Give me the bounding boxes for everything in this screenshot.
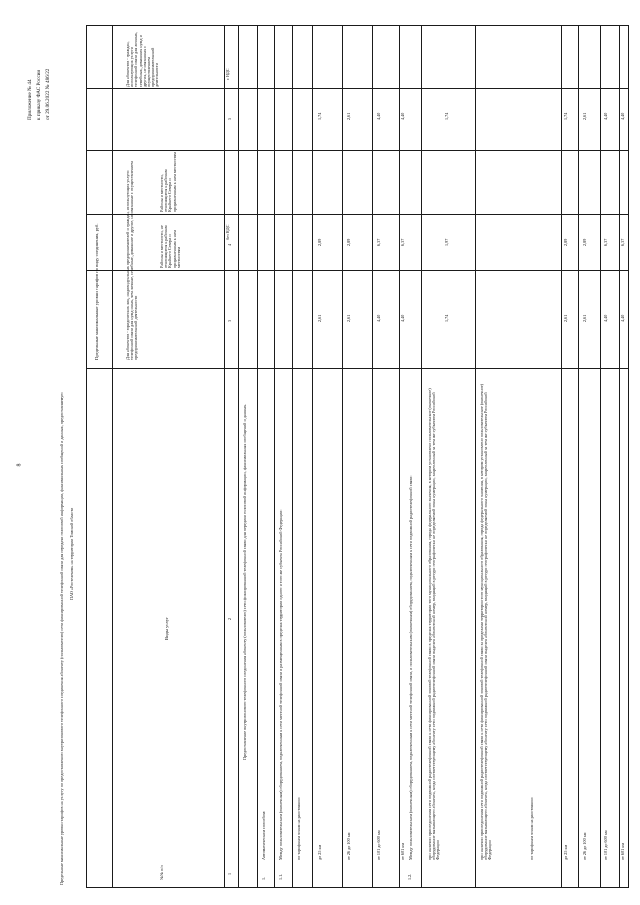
row-separator xyxy=(475,25,476,887)
row-auto: Автоматическим способом: xyxy=(261,810,266,860)
document-subtitle: ПАО «Ростелеком» на территории Томской области xyxy=(69,507,74,600)
row-separator xyxy=(619,25,620,887)
row-num-1-2: 1.2. xyxy=(407,873,412,880)
appendix-line2: к приказу ФАС России xyxy=(36,69,42,120)
r12-d1-a1: 2,61 xyxy=(563,314,568,322)
row-1-2-b-label: при наличии присоединения сети подвижной радиотелефонной связи к сети фиксированной зоновой телефонной связи за пределами территории того муниципального образования, города федерального значения, в котором установлено пользовательское (оконечное) оборудование вызывающего абонента, когда соответствующему абоненту сети подвижной радиотелефонной связи выделен абонентский номер, входящий в ресурс географически не определяемой зоны нумерации, закрепленный за тем же субъектом Российской Федерации xyxy=(479,384,493,860)
appendix-line3: от 29.06.2022 № 486/22 xyxy=(45,68,51,120)
col-separator xyxy=(86,150,629,151)
header-levels: Предельные максимальные уровни тарифов по виду соединения, руб. xyxy=(94,223,99,360)
r11-d1-b: 1,74 xyxy=(317,112,322,120)
table-border-top xyxy=(86,25,629,26)
row-separator xyxy=(600,25,601,887)
r12-d4-label: от 601 км xyxy=(620,843,625,860)
r12-d2-a1: 2,61 xyxy=(582,314,587,322)
colnum-3: 3 xyxy=(227,319,232,322)
r12-d3-label: от 101 до 600 км xyxy=(603,830,608,860)
row-separator xyxy=(238,25,239,887)
appendix-line1: Приложение № 44 xyxy=(27,79,33,120)
table-border-left xyxy=(86,25,87,887)
header-group-a: Для абонентов - юридических лиц, индивидуальных предпринимателей и граждан, использующих услуги телефонной связи для нужд иных, чем личные, семейные, домашние и другие, не связанные с осуществлением предпринимательской деятельности xyxy=(125,161,139,360)
page-number: 8 xyxy=(16,463,23,467)
r11-d4-label: от 601 км xyxy=(400,843,405,860)
r12-d2-a2: 2,89 xyxy=(582,238,587,246)
r11-d2-a2: 2,89 xyxy=(346,238,351,246)
col-separator xyxy=(86,214,629,215)
header-vat-incl: с НДС xyxy=(225,68,230,80)
col-separator xyxy=(86,368,629,369)
colnum-4: 4 xyxy=(227,243,232,246)
r12-d2-label: от 26 до 100 км xyxy=(582,832,587,860)
r12-d1-a2: 2,89 xyxy=(563,238,568,246)
row-separator xyxy=(257,25,258,887)
col-separator xyxy=(86,270,629,271)
header-col-a1: Районы и местности, не относящиеся к районам Крайнего Севера и приравненным к ним местностям xyxy=(159,225,181,268)
row-separator xyxy=(421,25,422,887)
r12-a-a1: 1,74 xyxy=(444,314,449,322)
r12-d4-a2: 6,37 xyxy=(620,238,625,246)
row-1-1-label: Между пользовательским (оконечным) оборудованием, подключенным к сети местной телефонной связи и размещенным в пределах территории одного и того же субъекта Российской Федерации: xyxy=(278,509,283,860)
row-separator xyxy=(112,25,113,887)
r12-d4-a1: 4,40 xyxy=(620,314,625,322)
r11-d4-a2: 6,37 xyxy=(400,238,405,246)
section-title: Предоставление внутризонового телефонного соединения абоненту (пользователю) сети фиксированной телефонной связи для передачи голосовой информации, факсимильных сообщений и данных. xyxy=(242,403,247,760)
r12-d2-b: 2,61 xyxy=(582,112,587,120)
r12-d3-a2: 6,37 xyxy=(603,238,608,246)
header-num: №№ п/п xyxy=(159,865,164,880)
col-separator xyxy=(86,88,629,89)
row-separator xyxy=(561,25,562,887)
header-service: Виды услуг xyxy=(164,617,169,640)
r11-d1-label: до 25 км xyxy=(317,844,322,860)
row-separator xyxy=(224,25,225,887)
r11-d3-a2: 6,37 xyxy=(376,238,381,246)
colnum-2: 2 xyxy=(227,617,232,620)
table-border-right xyxy=(628,25,629,887)
r11-d1-a1: 2,61 xyxy=(317,314,322,322)
r12-d3-b: 4,40 xyxy=(603,112,608,120)
r11-d1-a2: 2,89 xyxy=(317,238,322,246)
row-separator xyxy=(578,25,579,887)
r11-d3-b: 4,40 xyxy=(376,112,381,120)
r12-a-b: 1,74 xyxy=(444,112,449,120)
r12-d3-a1: 4,40 xyxy=(603,314,608,322)
header-col-a2: Районы и местности, относящиеся к районам Крайнего Севера и приравненным к ним местностям xyxy=(159,152,177,212)
row-separator xyxy=(342,25,343,887)
row-separator xyxy=(274,25,275,887)
r11-d3-a1: 4,40 xyxy=(376,314,381,322)
row-separator xyxy=(312,25,313,887)
r11-d4-b: 4,40 xyxy=(400,112,405,120)
r12-d4-b: 4,40 xyxy=(620,112,625,120)
row-1-2-label: Между пользовательским (оконечным) оборудованием, подключенным к сети местной телефонной связи, и пользовательским (оконечным) оборудованием, подключенным к сети подвижной радиотелефонной связи: xyxy=(408,475,413,860)
r12-d1-label: до 25 км xyxy=(563,844,568,860)
row-separator xyxy=(292,25,293,887)
r12-a-a2: 1,97 xyxy=(444,238,449,246)
colnum-1: 1 xyxy=(227,872,232,875)
row-separator xyxy=(399,25,400,887)
row-1-1-sub: по тарифным зонам на расстоянии: xyxy=(296,797,301,860)
colnum-5: 5 xyxy=(227,117,232,120)
r11-d4-a1: 4,40 xyxy=(400,314,405,322)
r11-d2-a1: 2,61 xyxy=(346,314,351,322)
row-1-2-sub: по тарифным зонам на расстоянии: xyxy=(529,797,534,860)
row-1-2-a-label: при наличии присоединения сети подвижной радиотелефонной связи к сети фиксированной зоновой телефонной связи в пределах территории того муниципального образования, города федерального значения, в котором установлено пользовательское (оконечное) оборудование вызывающего абонента, когда соответствующему абоненту сети подвижной радиотелефонной связи выделен абонентский номер, входящий в ресурс географически не определяемой зоны нумерации, закрепленный за тем же субъектом Российской Федерации xyxy=(427,388,441,860)
r11-d3-label: от 101 до 600 км xyxy=(376,830,381,860)
row-num-1: 1. xyxy=(261,876,266,880)
r11-d2-b: 2,61 xyxy=(346,112,351,120)
header-group-b: Для абонентов - граждан, использующих услуги телефонной связи для личных, семейных, домашних нужд и других, не связанных с осуществлением предпринимательской деятельности xyxy=(125,32,160,87)
table-border-bottom xyxy=(86,887,629,888)
row-num-1-1: 1.1. xyxy=(278,873,283,880)
document-title: Предельные максимальные уровни тарифов на услугу по предоставлению внутризонового телефонного соединения абоненту (пользователю) сети фиксированной телефонной связи для передачи голосовой информации, факсимильных сообщений и данных, предоставляемую xyxy=(59,392,64,885)
r11-d2-label: от 26 до 100 км xyxy=(346,832,351,860)
header-vat-excl: без НДС xyxy=(225,224,230,240)
r12-d1-b: 1,74 xyxy=(563,112,568,120)
row-separator xyxy=(372,25,373,887)
